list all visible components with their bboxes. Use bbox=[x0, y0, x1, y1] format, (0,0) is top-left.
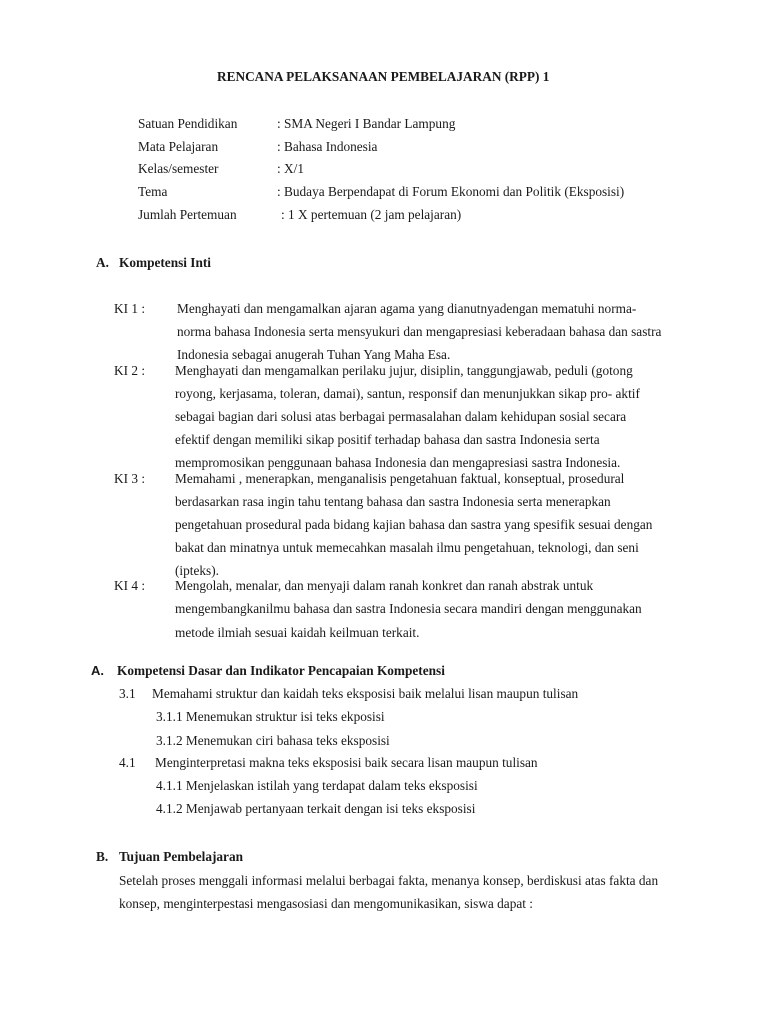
identity-label: Jumlah Pertemuan bbox=[138, 207, 237, 222]
kd-number: 4.1 bbox=[119, 755, 136, 770]
ki-label: KI 4 : bbox=[114, 578, 146, 593]
identity-value: : X/1 bbox=[277, 161, 304, 176]
identity-label: Tema bbox=[138, 184, 168, 199]
ki-line: bakat dan minatnya untuk memecahkan masalah ilmu pengetahuan, teknologi, dan seni bbox=[175, 540, 639, 555]
tujuan-paragraph-line: konsep, menginterpestasi mengasosiasi dan mengomunikasikan, siswa dapat : bbox=[119, 896, 533, 911]
ki-label: KI 1 : bbox=[114, 301, 146, 316]
ki-line: (ipteks). bbox=[175, 563, 219, 578]
ki-line: Menghayati dan mengamalkan perilaku jujur, disiplin, tanggungjawab, peduli (gotong bbox=[175, 363, 633, 378]
section-tujuan-marker: B. bbox=[96, 849, 109, 864]
kd-text: Menginterpretasi makna teks eksposisi baik secara lisan maupun tulisan bbox=[155, 755, 538, 770]
ki-line: Menghayati dan mengamalkan ajaran agama yang dianutnyadengan mematuhi norma- bbox=[177, 301, 637, 316]
identity-label: Kelas/semester bbox=[138, 161, 219, 176]
ki-line: pengetahuan prosedural pada bidang kajian bahasa dan sastra yang spesifik sesuai dengan bbox=[175, 517, 653, 532]
ki-line: efektif dengan memiliki sikap positif terhadap bahasa dan sastra Indonesia serta bbox=[175, 432, 600, 447]
ki-label: KI 2 : bbox=[114, 363, 146, 378]
section-ki-marker: A. bbox=[96, 255, 109, 270]
ki-line: mempromosikan penggunaan bahasa Indonesia dan mengapresiasi sastra Indonesia. bbox=[175, 455, 621, 470]
ki-line: metode ilmiah sesuai kaidah keilmuan terkait. bbox=[175, 625, 420, 640]
kd-indicator: 3.1.1 Menemukan struktur isi teks ekposisi bbox=[156, 709, 385, 724]
ki-line: Indonesia sebagai anugerah Tuhan Yang Maha Esa. bbox=[177, 347, 451, 362]
kd-text: Memahami struktur dan kaidah teks eksposisi baik melalui lisan maupun tulisan bbox=[152, 686, 579, 701]
tujuan-paragraph-line: Setelah proses menggali informasi melalui berbagai fakta, menanya konsep, berdiskusi atas fakta dan bbox=[119, 873, 659, 888]
ki-line: royong, kerjasama, toleran, damai), santun, responsif dan menunjukkan sikap pro- aktif bbox=[175, 386, 640, 401]
ki-line: sebagai bagian dari solusi atas berbagai permasalahan dalam kehidupan sosial secara bbox=[175, 409, 627, 424]
identity-label: Mata Pelajaran bbox=[138, 139, 219, 154]
section-kd-heading: Kompetensi Dasar dan Indikator Pencapaian Kompetensi bbox=[117, 663, 445, 678]
ki-line: mengembangkanilmu bahasa dan sastra Indonesia secara mandiri dengan menggunakan bbox=[175, 601, 642, 616]
identity-value: : SMA Negeri I Bandar Lampung bbox=[277, 116, 456, 131]
ki-line: Memahami , menerapkan, menganalisis pengetahuan faktual, konseptual, prosedural bbox=[175, 471, 625, 486]
page-title: RENCANA PELAKSANAAN PEMBELAJARAN (RPP) 1 bbox=[217, 69, 550, 84]
ki-label: KI 3 : bbox=[114, 471, 146, 486]
section-kd-marker: A. bbox=[91, 663, 104, 678]
section-ki-heading: Kompetensi Inti bbox=[119, 255, 211, 270]
ki-line: Mengolah, menalar, dan menyaji dalam ranah konkret dan ranah abstrak untuk bbox=[175, 578, 594, 593]
ki-line: norma bahasa Indonesia serta mensyukuri dan mengapresiasi keberadaan bahasa dan sastra bbox=[177, 324, 662, 339]
identity-value: : Budaya Berpendapat di Forum Ekonomi dan Politik (Eksposisi) bbox=[277, 184, 625, 199]
ki-line: berdasarkan rasa ingin tahu tentang bahasa dan sastra Indonesia serta menerapkan bbox=[175, 494, 611, 509]
identity-value: : Bahasa Indonesia bbox=[277, 139, 378, 154]
identity-label: Satuan Pendidikan bbox=[138, 116, 238, 131]
kd-indicator: 4.1.2 Menjawab pertanyaan terkait dengan isi teks eksposisi bbox=[156, 801, 476, 816]
identity-value: : 1 X pertemuan (2 jam pelajaran) bbox=[281, 207, 462, 222]
kd-indicator: 4.1.1 Menjelaskan istilah yang terdapat dalam teks eksposisi bbox=[156, 778, 478, 793]
kd-indicator: 3.1.2 Menemukan ciri bahasa teks eksposisi bbox=[156, 733, 390, 748]
section-tujuan-heading: Tujuan Pembelajaran bbox=[119, 849, 243, 864]
kd-number: 3.1 bbox=[119, 686, 136, 701]
